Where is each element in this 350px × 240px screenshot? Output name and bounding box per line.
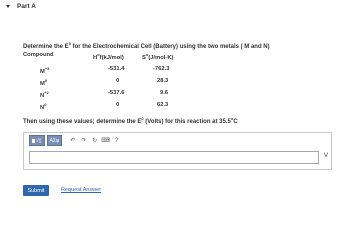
reset-icon[interactable]: ↻ (92, 138, 98, 144)
header-compound: Compound (23, 52, 54, 58)
template-icon (32, 139, 35, 143)
chevron-down-icon (6, 5, 10, 8)
question-text: Then using these values; determine the $E^0$ (Volts) for this reaction at 35.5$^o$C (23, 116, 238, 125)
header-enthalpy: $H^of(kJ/mol)$ (93, 52, 124, 61)
row-compound: $N^{+2}$ (40, 90, 49, 99)
undo-icon[interactable]: ↶ (70, 138, 76, 144)
help-icon[interactable]: ? (115, 137, 119, 144)
templates-button[interactable]: √▯ (29, 135, 45, 146)
redo-icon[interactable]: ↷ (81, 138, 87, 144)
unit-label: V (324, 153, 329, 159)
row-entropy: 9.6 (160, 90, 169, 96)
request-answer-link[interactable]: Request Answer (61, 187, 102, 193)
row-compound: $M^{+3}$ (40, 66, 50, 75)
math-toolbar (29, 135, 122, 146)
row-entropy: 28.3 (157, 78, 169, 84)
header-entropy: $S^o(J/mol-K)$ (142, 52, 174, 61)
question-prompt: Determine the $E^0$ for the Electrochemical Cell (Battery) using the two metals ( M and N) (23, 41, 270, 50)
row-entropy: 62.3 (157, 102, 169, 108)
answer-panel (23, 132, 332, 170)
row-enthalpy: -537.6 (108, 90, 125, 96)
row-entropy: -762.3 (153, 66, 170, 72)
answer-input[interactable] (29, 151, 319, 164)
row-enthalpy: -531.4 (108, 66, 125, 72)
part-a-toggle[interactable] (6, 3, 36, 10)
row-enthalpy: 0 (116, 78, 120, 84)
keyboard-icon[interactable]: ⌨ (101, 138, 110, 144)
submit-button[interactable]: Submit (23, 185, 49, 196)
part-title: Part A (17, 3, 36, 10)
row-enthalpy: 0 (116, 102, 120, 108)
symbols-button[interactable]: ΑΣφ (47, 135, 63, 146)
row-compound: $N^0$ (40, 102, 47, 111)
row-compound: $M^0$ (40, 78, 48, 87)
